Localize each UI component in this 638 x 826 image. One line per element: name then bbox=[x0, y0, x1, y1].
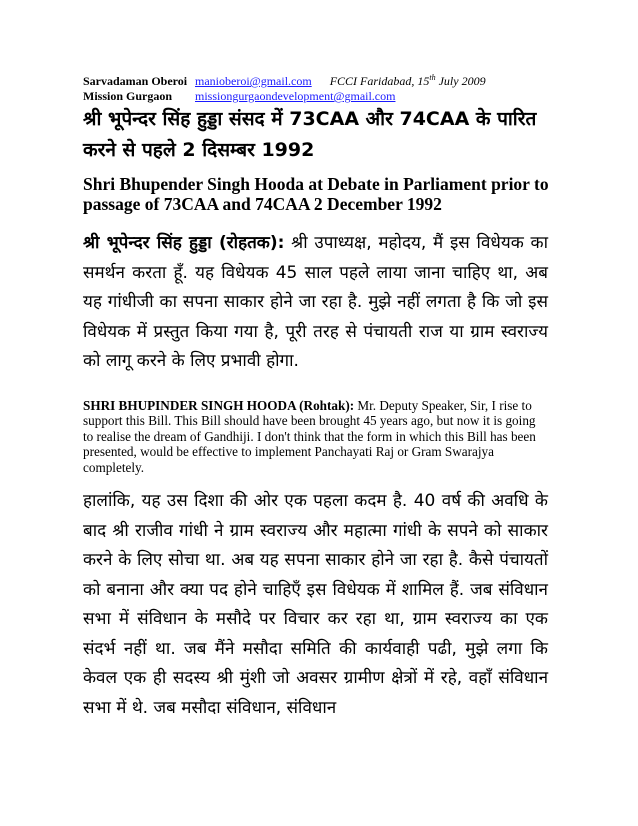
org-line-sup: th bbox=[429, 73, 436, 82]
english-title: Shri Bhupender Singh Hooda at Debate in Parliament prior to passage of 73CAA and 74CAA 2 December 1992 bbox=[83, 174, 549, 214]
hindi-speaker-lead: श्री भूपेन्दर सिंह हुड्डा (रोहतक): bbox=[83, 233, 285, 253]
hindi-paragraph-1 bbox=[83, 229, 548, 377]
author-name: Sarvadaman Oberoi bbox=[83, 74, 188, 88]
header-row-author bbox=[83, 70, 603, 89]
header-row-mission bbox=[83, 89, 603, 104]
english-paragraph bbox=[83, 398, 548, 475]
hindi-title: श्री भूपेन्दर सिंह हुड्डा संसद में 73CAA और 74CAA के पारित करने से पहले 2 दिसम्बर 1992 bbox=[83, 108, 537, 161]
org-line-suffix: July 2009 bbox=[435, 74, 486, 88]
hindi-paragraph-1-text: श्री उपाध्यक्ष, महोदय, मैं इस विधेयक का समर्थन करता हूँ. यह विधेयक 45 साल पहले लाया जाना चाहिए था, अब यह गांधीजी का सपना साकार होने जा रहा है. मुझे नहीं लगता है कि जो इस विधेयक में प्रस्तुत किया गया है, पूरी तरह से पंचायती राज या ग्राम स्वराज्य को लागू करने के लिए प्रभावी होगा. bbox=[83, 233, 548, 371]
mission-email-link[interactable]: missiongurgaondevelopment@gmail.com bbox=[195, 89, 396, 103]
document-header bbox=[83, 70, 603, 104]
english-speaker-lead: SHRI BHUPINDER SINGH HOODA (Rohtak): bbox=[83, 398, 355, 413]
english-paragraph-text: Mr. Deputy Speaker, Sir, I rise to support this Bill. This Bill should have been brought 45 years ago, but now it is going to realise the dream of Gandhiji. I don't think that the form in which this Bill has been presented, would be effective to implement Panchayati Raj or Gram Swarajya completely. bbox=[83, 398, 536, 475]
org-line-prefix: FCCI Faridabad, 15 bbox=[329, 74, 430, 88]
author-email-link[interactable]: manioberoi@gmail.com bbox=[195, 74, 312, 88]
mission-name: Mission Gurgaon bbox=[83, 89, 173, 103]
org-date-line bbox=[330, 74, 486, 88]
hindi-paragraph-2: हालांकि, यह उस दिशा की ओर एक पहला कदम है. 40 वर्ष की अवधि के बाद श्री राजीव गांधी ने ग्राम स्वराज्य और महात्मा गांधी के सपने को साकार करने के लिए सोचा था. अब यह सपना साकार होने जा रहा है. कैसे पंचायतों को बनाना और क्या पद होने चाहिएँ इस विधेयक में शामिल हैं. जब संविधान सभा में संविधान के मसौदे पर विचार कर रहा था, ग्राम स्वराज्य का एक संदर्भ नहीं था. जब मैंने मसौदा समिति की कार्यवाही पढी, मुझे लगा कि केवल एक ही सदस्य श्री मुंशी जो अवसर ग्रामीण क्षेत्रों में रहे, वहाँ संविधान सभा में थे. जब मसौदा संविधान, संविधान bbox=[83, 491, 548, 718]
